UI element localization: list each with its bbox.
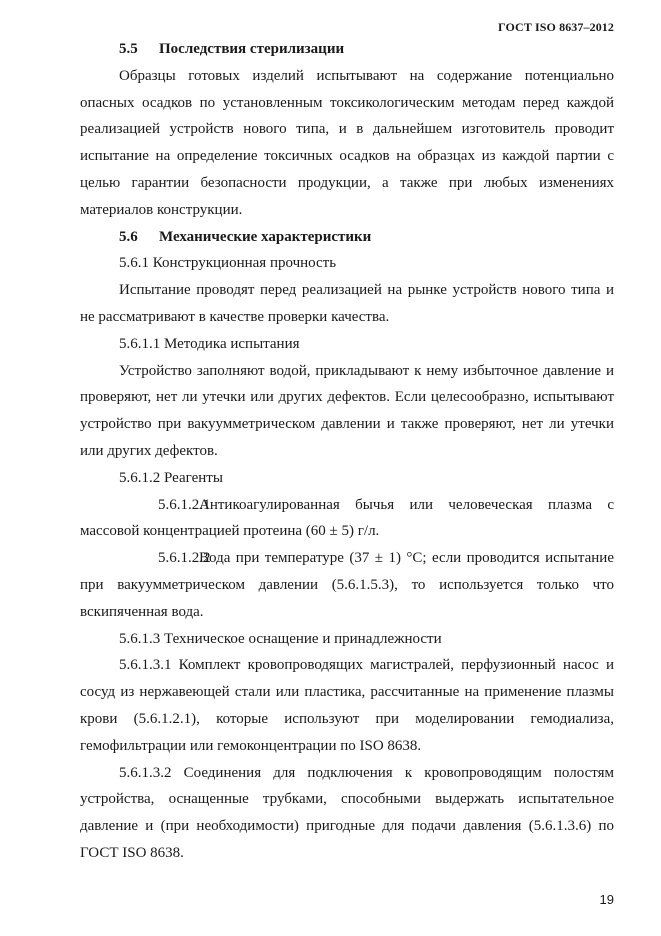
item-5-6-1-2-1 — [80, 492, 614, 546]
subsection-heading-5-6-1: 5.6.1 Конструкционная прочность — [119, 255, 337, 272]
paragraph-strength: Испытание проводят перед реализацией на рынке устройств нового типа и не рассматривают в качестве проверки качества. — [80, 282, 614, 325]
item-5-6-1-3-2: 5.6.1.3.2 Соединения для подключения к кровопроводящим полостям устройства, оснащенные трубками, способными выдержать испытательное давление и (при необходимости) пригодные для подачи давления (5.6.1.3.6) по ГОСТ ISO 8638. — [80, 764, 614, 861]
item-number: 5.6.1.2.1 — [158, 496, 211, 513]
running-header: ГОСТ ISO 8637–2012 — [498, 20, 614, 34]
subsection-heading-5-6-1-3: 5.6.1.3 Техническое оснащение и принадлежности — [119, 630, 442, 647]
item-text: Вода при температуре (37 ± 1) °C; если проводится испытание при вакуумметрическом давлении (5.6.1.5.3), то используется только что вскипяченная вода. — [80, 550, 614, 620]
section-number: 5.6 — [119, 228, 138, 245]
section-heading-5-5 — [80, 36, 614, 63]
paragraph-sterilization: Образцы готовых изделий испытывают на содержание потенциально опасных осадков по установленным токсикологическим методам перед каждой реализацией устройств нового типа, и в дальнейшем изготовитель проводит испытание на определение токсичных осадков на образцах из каждой партии с целью гарантии безопасности продукции, а также при любых изменениях материалов конструкции. — [80, 67, 614, 218]
page-number: 19 — [599, 892, 614, 907]
item-5-6-1-2-2 — [80, 545, 614, 625]
subsection-heading-5-6-1-2: 5.6.1.2 Реагенты — [119, 469, 223, 486]
item-5-6-1-3-1: 5.6.1.3.1 Комплект кровопроводящих магистралей, перфузионный насос и сосуд из нержавеющей стали или пластика, рассчитанные на применение плазмы крови (5.6.1.2.1), которые используют при моделировании гемодиализа, гемофильтрации или гемоконцентрации по ISO 8638. — [80, 657, 614, 754]
page-content — [80, 36, 614, 867]
item-text: Антикоагулированная бычья или человеческая плазма с массовой концентрацией протеина (60 ± 5) г/л. — [80, 496, 614, 540]
item-number: 5.6.1.2.2 — [158, 550, 211, 567]
paragraph-method: Устройство заполняют водой, прикладывают к нему избыточное давление и проверяют, нет ли утечки или других дефектов. Если целесообразно, испытывают устройство при вакуумметрическом давлении и также проверяют, нет ли утечки или других дефектов. — [80, 362, 614, 459]
section-title: Последствия стерилизации — [159, 41, 345, 57]
section-heading-5-6 — [80, 224, 614, 251]
section-title: Механические характеристики — [159, 228, 372, 245]
subsection-heading-5-6-1-1: 5.6.1.1 Методика испытания — [119, 335, 300, 352]
section-number: 5.5 — [119, 41, 138, 57]
